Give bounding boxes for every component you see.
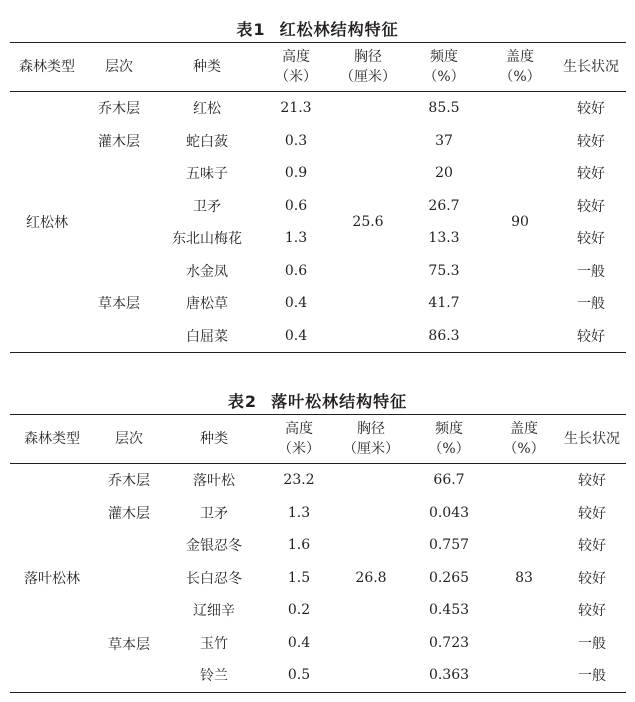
table1-header-dbh bbox=[332, 43, 404, 92]
table1-height: 0.4 bbox=[284, 295, 308, 312]
table2-header-frequency bbox=[408, 415, 490, 464]
table1-header-height-unit: （米） bbox=[275, 69, 317, 85]
table2-caption bbox=[0, 390, 635, 414]
table1-header-dbh-unit: （厘米） bbox=[340, 69, 396, 85]
table1-growth: 较好 bbox=[577, 133, 605, 150]
table1-height: 0.6 bbox=[284, 262, 308, 279]
table2-header-height-label: 高度 bbox=[285, 421, 313, 437]
table2-header-frequency-unit: （%） bbox=[428, 441, 470, 457]
table2-growth: 较好 bbox=[578, 570, 606, 587]
table1-header-height-label: 高度 bbox=[282, 49, 310, 65]
table2-header-species: 种类 bbox=[200, 431, 228, 447]
table1-species: 五味子 bbox=[186, 166, 228, 183]
table1-header-frequency-label: 频度 bbox=[430, 49, 458, 65]
table2 bbox=[10, 414, 626, 693]
table1-growth: 较好 bbox=[577, 166, 605, 183]
table2-growth: 较好 bbox=[578, 603, 606, 620]
table2-layer-herb: 草本层 bbox=[108, 636, 150, 653]
table1-header-height bbox=[260, 43, 332, 92]
table2-height: 0.5 bbox=[287, 667, 311, 684]
table2-species: 长白忍冬 bbox=[186, 570, 242, 587]
table1-growth: 较好 bbox=[577, 328, 605, 345]
table1-growth: 较好 bbox=[577, 231, 605, 248]
table1-frequency: 20 bbox=[435, 165, 453, 182]
table1-header-cover-label: 盖度 bbox=[506, 49, 534, 65]
table2-header-dbh-label: 胸径 bbox=[357, 421, 385, 437]
table1-height: 0.6 bbox=[284, 197, 308, 214]
table1-species: 东北山梅花 bbox=[172, 231, 242, 248]
table2-frequency: 0.363 bbox=[428, 667, 470, 684]
table2-height: 1.6 bbox=[287, 537, 311, 554]
table2-frequency: 0.453 bbox=[428, 602, 470, 619]
table1-species: 红松 bbox=[193, 101, 221, 118]
table2-header-frequency-label: 频度 bbox=[435, 421, 463, 437]
table2-caption-number: 表2 bbox=[227, 392, 258, 411]
table1-forest-type: 红松林 bbox=[26, 215, 68, 231]
table2-cover: 83 bbox=[515, 569, 533, 586]
table2-header-cover-label: 盖度 bbox=[510, 421, 538, 437]
table2-frequency: 0.043 bbox=[428, 504, 470, 521]
table2-height: 0.4 bbox=[287, 634, 311, 651]
table2-layer-shrub: 灌木层 bbox=[108, 505, 150, 522]
table1-frequency: 37 bbox=[435, 132, 453, 149]
table2-header-dbh bbox=[334, 415, 408, 464]
table2-height: 1.5 bbox=[287, 569, 311, 586]
table1-species: 唐松草 bbox=[186, 296, 228, 313]
table1-frequency: 13.3 bbox=[428, 230, 460, 247]
table2-height: 1.3 bbox=[287, 504, 311, 521]
table2-forest-type: 落叶松林 bbox=[24, 570, 80, 587]
table1-species: 蛇白蔹 bbox=[186, 133, 228, 150]
table2-height: 23.2 bbox=[283, 472, 315, 489]
table2-growth: 一般 bbox=[578, 668, 606, 685]
table1-header-cover bbox=[484, 43, 556, 92]
table1-height: 21.3 bbox=[280, 100, 312, 117]
table1-growth: 一般 bbox=[577, 263, 605, 280]
table1-caption bbox=[0, 18, 635, 42]
table2-frequency: 0.265 bbox=[428, 569, 470, 586]
table1-header-cover-unit: （%） bbox=[499, 69, 541, 85]
table1-block bbox=[0, 18, 635, 353]
table1 bbox=[10, 42, 626, 353]
table1-header-layer: 层次 bbox=[105, 59, 133, 75]
table2-header-forest-type: 森林类型 bbox=[24, 431, 80, 447]
table1-layer-tree: 乔木层 bbox=[98, 101, 140, 118]
table2-header-growth: 生长状况 bbox=[564, 431, 620, 447]
table1-growth: 较好 bbox=[577, 198, 605, 215]
table2-species: 铃兰 bbox=[200, 668, 228, 685]
table1-frequency: 41.7 bbox=[428, 295, 460, 312]
table1-header-row bbox=[10, 43, 626, 92]
table2-caption-title: 落叶松林结构特征 bbox=[271, 392, 408, 411]
table1-dbh: 25.6 bbox=[352, 214, 384, 230]
table1-growth: 一般 bbox=[577, 296, 605, 313]
table-row bbox=[10, 464, 626, 497]
table2-growth: 较好 bbox=[578, 505, 606, 522]
table1-frequency: 86.3 bbox=[428, 327, 460, 344]
table1-header-growth: 生长状况 bbox=[563, 59, 619, 75]
table1-frequency: 85.5 bbox=[428, 100, 460, 117]
table1-layer-herb: 草本层 bbox=[98, 296, 140, 313]
table1-caption-number: 表1 bbox=[236, 20, 266, 39]
table2-species: 卫矛 bbox=[200, 505, 228, 522]
table1-height: 1.3 bbox=[284, 230, 308, 247]
table2-growth: 较好 bbox=[578, 473, 606, 490]
table2-header-dbh-unit: （厘米） bbox=[343, 441, 399, 457]
table2-block bbox=[0, 390, 635, 693]
table2-header-height bbox=[264, 415, 334, 464]
table1-frequency: 26.7 bbox=[428, 197, 460, 214]
table1-header-frequency bbox=[404, 43, 484, 92]
table2-header-height-unit: （米） bbox=[278, 441, 320, 457]
table2-frequency: 66.7 bbox=[433, 472, 465, 489]
table2-header-row bbox=[10, 415, 626, 464]
table2-layer-tree: 乔木层 bbox=[108, 473, 150, 490]
table1-frequency: 75.3 bbox=[428, 262, 460, 279]
table2-species: 辽细辛 bbox=[193, 603, 235, 620]
table2-species: 金银忍冬 bbox=[186, 538, 242, 555]
table1-cover: 90 bbox=[511, 214, 529, 230]
table2-growth: 较好 bbox=[578, 538, 606, 555]
table2-species: 落叶松 bbox=[193, 473, 235, 490]
table1-height: 0.3 bbox=[284, 132, 308, 149]
table1-header-dbh-label: 胸径 bbox=[354, 49, 382, 65]
table1-caption-title: 红松林结构特征 bbox=[279, 20, 399, 39]
table1-layer-shrub: 灌木层 bbox=[98, 133, 140, 150]
table1-species: 白屈菜 bbox=[186, 328, 228, 345]
table1-height: 0.9 bbox=[284, 165, 308, 182]
table1-species: 水金凤 bbox=[186, 263, 228, 280]
table2-dbh: 26.8 bbox=[355, 569, 387, 586]
table1-species: 卫矛 bbox=[193, 198, 221, 215]
table1-header-forest-type: 森林类型 bbox=[19, 59, 75, 75]
table-row bbox=[10, 92, 626, 125]
table2-height: 0.2 bbox=[287, 602, 311, 619]
table2-header-cover-unit: （%） bbox=[503, 441, 545, 457]
table1-header-frequency-unit: （%） bbox=[423, 69, 465, 85]
table2-header-cover bbox=[490, 415, 558, 464]
table2-growth: 一般 bbox=[578, 635, 606, 652]
table2-species: 玉竹 bbox=[200, 635, 228, 652]
table2-frequency: 0.757 bbox=[428, 537, 470, 554]
table1-header-species: 种类 bbox=[193, 59, 221, 75]
table1-growth: 较好 bbox=[577, 101, 605, 118]
table2-frequency: 0.723 bbox=[428, 634, 470, 651]
table2-header-layer: 层次 bbox=[115, 431, 143, 447]
table1-height: 0.4 bbox=[284, 327, 308, 344]
